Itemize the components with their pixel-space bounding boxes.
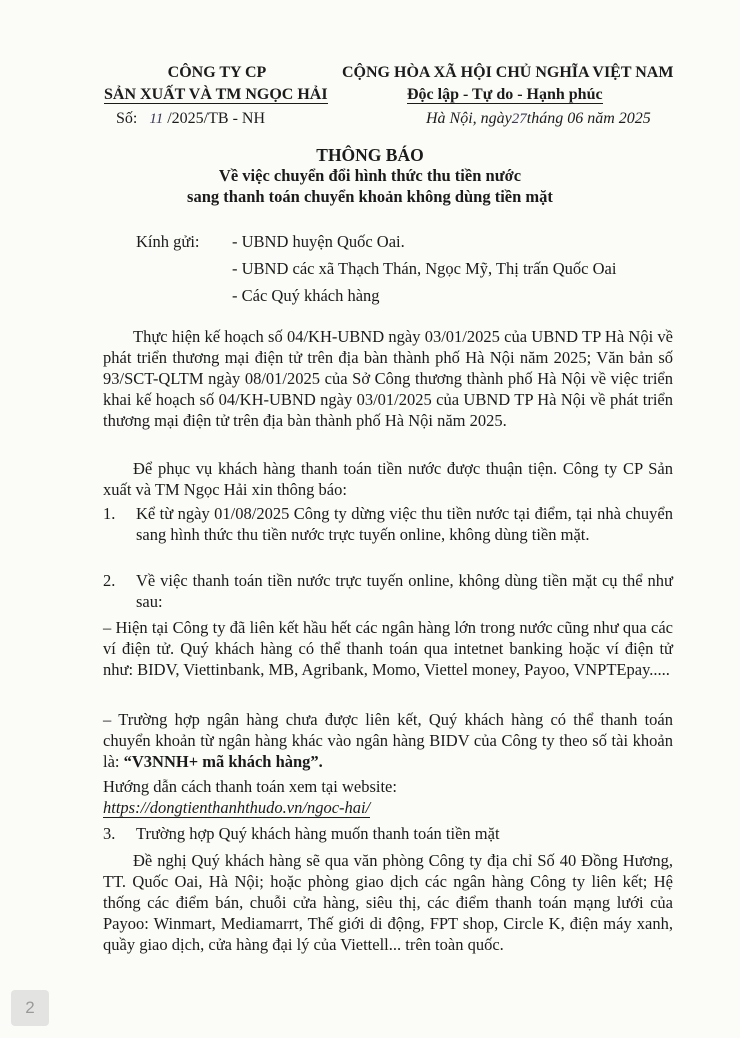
- recipient-item: - UBND các xã Thạch Thán, Ngọc Mỹ, Thị trấn Quốc Oai: [232, 259, 617, 278]
- document-number: Số: 11 /2025/TB - NH: [116, 110, 266, 127]
- paragraph-cash-payment: Đề nghị Quý khách hàng sẽ qua văn phòng Công ty địa chỉ Số 40 Đồng Hương, TT. Quốc Oai, Hà Nội; hoặc phòng giao dịch các ngân hàng Công ty liên kết; Hệ thống các điểm bán, chuỗi cửa hàng, siêu thị, các điểm thanh toán mạng lưới của Payoo: Winmart, Mediamarrt, Thế giới di động, FPT shop, Circle K, điện máy xanh, quầy giao dịch, cửa hàng đại lý của Viettell... trên toàn quốc.: [103, 851, 673, 954]
- guide-text: Hướng dẫn cách thanh toán xem tại website:: [103, 777, 397, 796]
- recipients-label: Kính gửi:: [136, 232, 200, 251]
- notice-subject-line1: Về việc chuyển đổi hình thức thu tiền nước: [218, 166, 522, 185]
- item-3-number: 3.: [103, 824, 116, 843]
- item-3-text: Trường hợp Quý khách hàng muốn thanh toán tiền mặt: [136, 824, 500, 843]
- national-motto: Độc lập - Tự do - Hạnh phúc: [407, 86, 603, 103]
- account-number-format: “V3NNH+ mã khách hàng”.: [123, 752, 323, 771]
- page-number-badge: 2: [11, 990, 49, 1026]
- item-1-text: Kể từ ngày 01/08/2025 Công ty dừng việc thu tiền nước tại điểm, tại nhà chuyển sang hình thức thu tiền nước trực tuyến online, không dùng tiền mặt.: [136, 504, 673, 544]
- doc-number-handwritten: 11: [149, 111, 164, 127]
- paragraph-basis: Thực hiện kế hoạch số 04/KH-UBND ngày 03/01/2025 của UBND TP Hà Nội về phát triển thương mại điện tử trên địa bàn thành phố Hà Nội năm 2025; Văn bản số 93/SCT-QLTM ngày 08/01/2025 của Sở Công thương thành phố Hà Nội về việc triển khai kế hoạch số 04/KH-UBND ngày 03/01/2025 của UBND TP Hà Nội về phát triển thương mại điện tử trên địa bàn thành phố Hà Nội năm 2025.: [103, 327, 673, 430]
- item-2-number: 2.: [103, 571, 116, 590]
- document-date: Hà Nội, ngày27tháng 06 năm 2025: [426, 110, 651, 127]
- website-link[interactable]: https://dongtienthanhthudo.vn/ngoc-hai/: [103, 798, 371, 817]
- date-day-handwritten: 27: [511, 111, 527, 127]
- recipient-item: - Các Quý khách hàng: [232, 286, 380, 305]
- notice-subject-line2: sang thanh toán chuyển khoản không dùng tiền mặt: [187, 187, 553, 206]
- item-1-number: 1.: [103, 504, 116, 523]
- paragraph-intro: Để phục vụ khách hàng thanh toán tiền nước được thuận tiện. Công ty CP Sản xuất và TM Ngọc Hải xin thông báo:: [103, 459, 673, 499]
- recipient-item: - UBND huyện Quốc Oai.: [232, 232, 405, 251]
- company-name-line2: SẢN XUẤT VÀ TM NGỌC HẢI: [104, 86, 328, 103]
- republic-title: CỘNG HÒA XÃ HỘI CHỦ NGHĨA VIỆT NAM: [342, 64, 674, 81]
- bullet-linked-banks: – Hiện tại Công ty đã liên kết hầu hết các ngân hàng lớn trong nước cũng như qua các ví điện tử. Quý khách hàng có thể thanh toán qua intetnet banking hoặc ví điện tử như: BIDV, Viettinbank, MB, Agribank, Momo, Viettel money, Payoo, VNPTEpay.....: [103, 618, 673, 679]
- company-name-line1: CÔNG TY CP: [167, 64, 267, 81]
- item-2-text: Về việc thanh toán tiền nước trực tuyến online, không dùng tiền mặt cụ thể như sau:: [136, 571, 673, 611]
- notice-title: THÔNG BÁO: [316, 145, 424, 165]
- bullet-bank-transfer: – Trường hợp ngân hàng chưa được liên kết, Quý khách hàng có thể thanh toán chuyển khoản từ ngân hàng khác vào ngân hàng BIDV của Công ty theo số tài khoản là: “V3NNH+ mã khách hàng”.: [103, 710, 673, 771]
